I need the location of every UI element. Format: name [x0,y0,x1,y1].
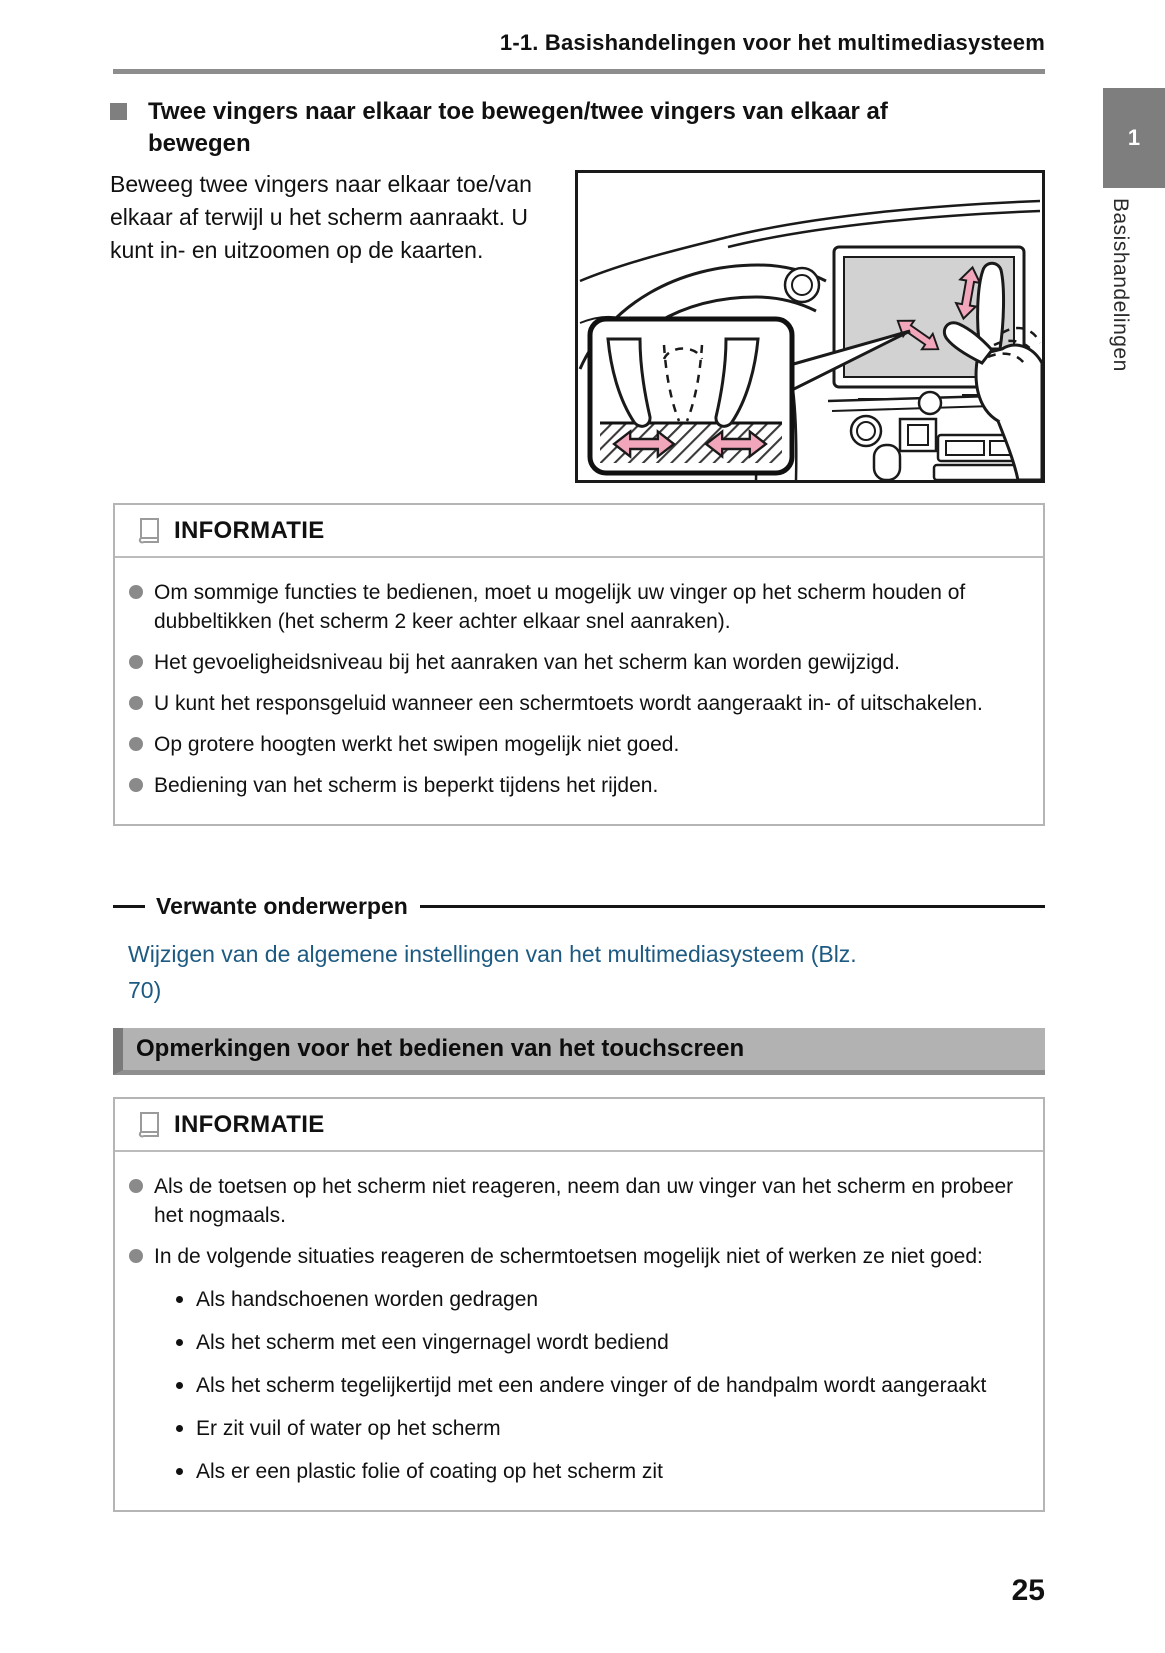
sub-bullet-dot-icon [176,1425,183,1432]
info-sub-item [176,1457,1019,1486]
bullet-dot-icon [129,1179,143,1193]
info-box-title: INFORMATIE [174,1111,325,1138]
bullet-dot-icon [129,585,143,599]
square-bullet-icon [110,103,127,120]
header-divider [113,69,1045,74]
page-number: 25 [1011,1574,1045,1607]
info-bullet-text: In de volgende situaties reageren de schermtoetsen mogelijk niet of werken ze niet goed: [154,1245,983,1268]
chapter-tab [1103,88,1165,188]
open-book-icon [137,517,161,545]
info-box-title: INFORMATIE [174,517,325,544]
info-sub-item-text: Als het scherm met een vingernagel wordt bediend [196,1331,669,1354]
related-link-line2: 70) [128,977,162,1003]
info-sub-item-text: Als het scherm tegelijkertijd met een andere vinger of de handpalm wordt aangeraakt [196,1374,987,1397]
intro-paragraph: Beweeg twee vingers naar elkaar toe/van elkaar af terwijl u het scherm aanraakt. U kunt in- en uitzoomen op de kaarten. [110,171,532,263]
info-box-list [115,1152,1043,1510]
section-bar-touchscreen-notes [113,1028,1045,1075]
info-bullet-item [129,689,1019,718]
section-heading-pinch [110,96,1010,160]
info-sub-item-text: Als handschoenen worden gedragen [196,1288,539,1311]
info-bullet-text: U kunt het responsgeluid wanneer een schermtoets wordt aangeraakt in- of uitschakelen. [154,692,983,715]
sub-bullet-dot-icon [176,1382,183,1389]
info-box-header [115,1099,1043,1152]
info-bullet-item [129,1242,1019,1271]
info-sub-item [176,1285,1019,1314]
bullet-dot-icon [129,778,143,792]
chapter-number: 1 [1127,125,1141,150]
callout-inset [590,319,792,473]
info-bullet-text: Op grotere hoogten werkt het swipen mogelijk niet goed. [154,733,680,756]
info-bullet-item [129,1172,1019,1230]
related-link-line1: Wijzigen van de algemene instellingen van het multimediasysteem (Blz. [128,941,857,967]
info-sub-item [176,1328,1019,1357]
dashboard-drawing [578,173,1042,480]
sub-bullet-dot-icon [176,1296,183,1303]
related-topic-link[interactable] [128,936,1038,1008]
info-bullet-text: Het gevoeligheidsniveau bij het aanraken van het scherm kan worden gewijzigd. [154,651,900,674]
heading-dash [113,905,145,908]
bullet-dot-icon [129,1249,143,1263]
related-topics-title: Verwante onderwerpen [156,893,408,919]
heading-rule [420,905,1045,908]
section-heading-text: Twee vingers naar elkaar toe bewegen/twee vingers van elkaar af bewegen [148,98,888,157]
info-box-touch-gestures [113,503,1045,826]
bullet-dot-icon [129,696,143,710]
page-header-title: 1-1. Basishandelingen voor het multimediasysteem [499,30,1045,55]
dashboard-illustration [575,170,1045,483]
info-sub-item-text: Als er een plastic folie of coating op het scherm zit [196,1460,663,1483]
info-sub-item [176,1414,1019,1443]
sub-bullet-dot-icon [176,1339,183,1346]
info-box-list [115,558,1043,824]
chapter-side-label: Basishandelingen [1109,198,1132,372]
info-box-header [115,505,1043,558]
info-bullet-text: Om sommige functies te bedienen, moet u mogelijk uw vinger op het scherm houden of dubbeltikken (het scherm 2 keer achter elkaar snel aanraken). [154,581,966,633]
info-box-touchscreen-notes [113,1097,1045,1512]
bullet-dot-icon [129,737,143,751]
info-bullet-text: Bediening van het scherm is beperkt tijdens het rijden. [154,774,659,797]
info-bullet-item [129,578,1019,636]
open-book-icon [137,1111,161,1139]
info-bullet-text: Als de toetsen op het scherm niet reageren, neem dan uw vinger van het scherm en probeer het nogmaals. [154,1175,1014,1227]
sub-bullet-dot-icon [176,1468,183,1475]
bullet-dot-icon [129,655,143,669]
vent-knob [785,268,819,302]
info-bullet-item [129,771,1019,800]
section-bar-title: Opmerkingen voor het bedienen van het touchscreen [136,1035,745,1062]
info-sub-item [176,1371,1019,1400]
info-bullet-item [129,648,1019,677]
info-sub-item-text: Er zit vuil of water op het scherm [196,1417,501,1440]
info-bullet-item [129,730,1019,759]
related-topics-heading [113,893,1045,920]
